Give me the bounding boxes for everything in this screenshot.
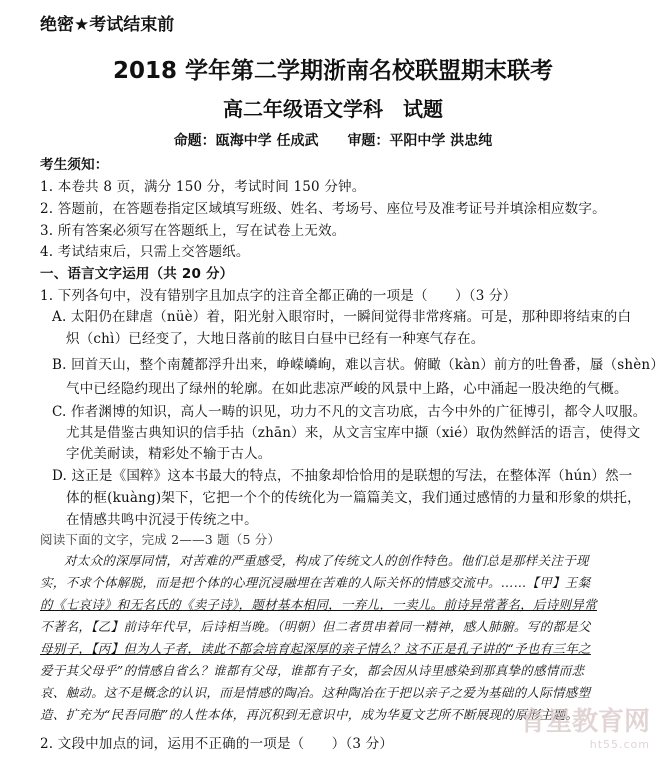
question-2-stem: 2. 文段中加点的词，运用不正确的一项是（ ）（3 分）: [40, 736, 394, 752]
exam-title: 2018 学年第二学期浙南名校联盟期末联考: [112, 58, 554, 84]
passage-line: 不著名，【乙】前诗年代早，后诗相当晚。（明朝）但二者贯串着同一精神，感人肺腑。写的都是父: [40, 619, 591, 634]
option-d-line: 体的框(kuàng)架下，它把一个个的传统化为一篇篇美文，我们通过感情的力量和形象的烘托，: [66, 490, 641, 506]
passage-line: 母别子，【丙】但为人子者，读此不都会培育起深厚的亲子情么？这不正是孔子讲的“予也有三年之: [40, 641, 591, 656]
setter-info: 命题：瓯海中学 任成武: [173, 133, 319, 149]
passage-line: 的《七哀诗》和无名氏的《卖子诗》，题材基本相同，一弃儿，一卖儿。前诗异常著名，后诗则异常: [40, 597, 597, 612]
option-b-line: B. 回首天山，整个南麓都浮升出来，峥嵘嶙峋，难以言状。俯瞰（kàn）前方的吐鲁番，蜃（shèn）: [52, 357, 665, 373]
watermark-name: 育星教育网: [519, 707, 650, 737]
option-d-line: D. 这正是《国粹》这本书最大的特点，不抽象却恰恰用的是联想的写法，在整体浑（hún）然一: [52, 468, 633, 484]
passage-line: 造、扩充为“民吾同胞”的人性本体，再沉积到无意识中，成为华夏文艺所不断展现的原形主题。: [40, 707, 579, 722]
question-1-stem: 1. 下列各句中，没有错别字且加点字的注音全都正确的一项是（ ）（3 分）: [40, 288, 517, 304]
authors-line: [0, 130, 666, 150]
passage-line: 爱于其父母乎”的情感自省么？谁都有父母，谁都有子女，都会因从诗里感染到那真挚的感情而悲: [40, 663, 585, 678]
passage-line: 实，不求个体解脱，而是把个体的心理沉浸融埋在苦难的人际关怀的情感交流中。……【甲】王粲: [40, 575, 591, 590]
option-a-line: A. 太阳仍在肆虐（nüè）着，阳光射入眼帘时，一瞬间觉得非常疼痛。可是，那种即将结束的白: [52, 309, 632, 325]
notice-item: 1. 本卷共 8 页，满分 150 分，考试时间 150 分钟。: [40, 179, 366, 195]
option-d-line: 在情感共鸣中沉浸于传统之中。: [66, 512, 258, 528]
reviewer-info: 审题：平阳中学 洪忠纯: [347, 133, 493, 149]
notice-heading: 考生须知：: [40, 157, 109, 173]
confidential-mark: 绝密★考试结束前: [40, 15, 175, 35]
reading-instruction: 阅读下面的文字，完成 2——3 题（5 分）: [40, 532, 281, 547]
option-c-line: C. 作者渊博的知识，高人一畴的识见，功力不凡的文言功底，古今中外的广征博引，都令人叹服。: [52, 404, 647, 420]
section-heading: 一、语言文字运用（共 20 分）: [40, 266, 234, 282]
passage-line: 哀、触动。这不是概念的认识，而是情感的陶冶。这种陶冶在于把以亲子之爱为基础的人际情感塑: [40, 685, 591, 700]
passage-line: 对太众的深厚同情，对苦难的严重感受，构成了传统文人的创作特色。他们总是那样关注于现: [64, 553, 589, 568]
watermark-url: ht55.com: [589, 738, 650, 751]
option-a-line: 炽（chì）已经变了，大地日落前的眩目白昼中已经有一种寒气存在。: [66, 331, 485, 347]
notice-item: 3. 所有答案必须写在答题纸上，写在试卷上无效。: [40, 223, 346, 239]
option-b-line: 气中已经隐约现出了绿州的轮廓。在如此悲凉严峻的风景中上路，心中涌起一股决绝的气概。: [66, 381, 628, 397]
exam-subtitle: 高二年级语文学科 试题: [223, 97, 443, 121]
notice-item: 4. 考试结束后，只需上交答题纸。: [40, 244, 250, 260]
option-c-line: 字优美耐读，精彩处不输于古人。: [66, 446, 272, 462]
option-c-line: 尤其是借鉴古典知识的信手拈（zhān）来，从文言宝库中撷（xié）取伪然鲜活的语言，使得文: [66, 425, 641, 441]
notice-item: 2. 答题前，在答题卷指定区域填写班级、姓名、考场号、座位号及准考证号并填涂相应数字。: [40, 201, 606, 217]
site-watermark: [520, 701, 650, 751]
